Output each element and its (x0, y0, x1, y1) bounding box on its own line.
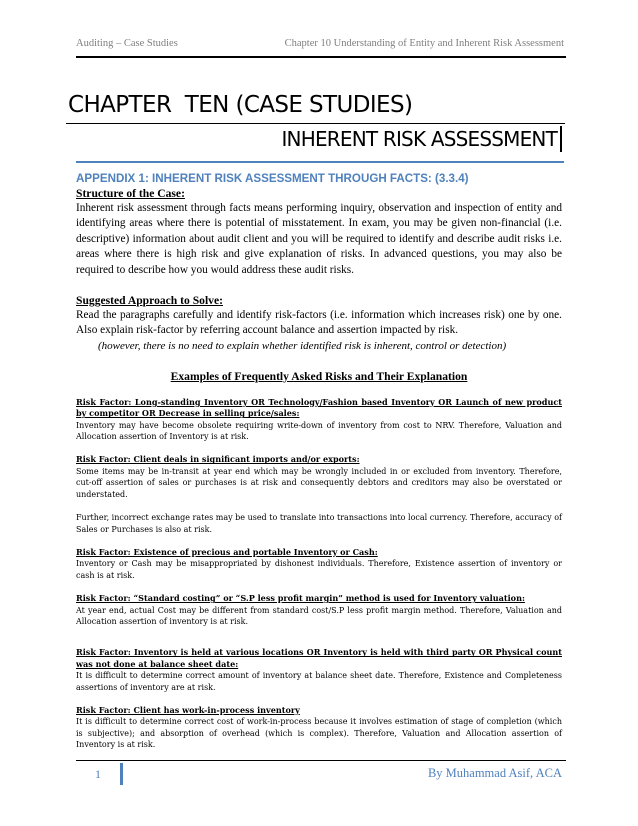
structure-text: Inherent risk assessment through facts means performing inquiry, observation and inspection of entity and identifying areas where there is potential of misstatement. In exam, you may be given non-financial (i.e. descriptive) information about audit client and you will be required to identify and describe audit risks i.e. areas where there is high risk and give explanation of risks. In advanced questions, you may also be required to describe how you would address these audit risks. (76, 202, 562, 276)
risk-title: Risk Factor: Long-standing Inventory OR Technology/Fashion based Inventory OR Launch of new product by competitor OR Decrease in selling price/sales: (76, 396, 562, 419)
structure-heading: Structure of the Case: (76, 187, 185, 200)
risk-explanation: At year end, actual Cost may be different from standard cost/S.P less profit margin method. Therefore, Valuation and Allocation assertion of inventory is at risk. (76, 605, 562, 626)
risk-item (76, 397, 562, 443)
chapter-subtitle: INHERENT RISK ASSESSMENT (281, 126, 562, 152)
risk-title: Risk Factor: Client has work-in-process inventory (76, 704, 300, 715)
risk-title: Risk Factor: Inventory is held at various locations OR Inventory is held with third party OR Physical count was not done at balance sheet date: (76, 647, 562, 669)
risk-explanation: Further, incorrect exchange rates may be used to translate into transactions into local currency. Therefore, accuracy of Sales or Purchases is also at risk. (76, 513, 562, 534)
appendix-heading: APPENDIX 1: INHERENT RISK ASSESSMENT THROUGH FACTS: (3.3.4) (76, 172, 469, 185)
risk-item (76, 547, 562, 581)
risk-item (76, 454, 562, 534)
risk-explanation: It is difficult to determine correct cost of work-in-process because it involves estimation of stage of completion (which is subjective); and absorption of overhead (which is complex). Therefore, Valuation and Allocation assertion of Inventory is at risk. (76, 717, 562, 750)
risk-item (76, 593, 562, 627)
running-header-right: Chapter 10 Understanding of Entity and Inherent Risk Assessment (284, 38, 564, 49)
approach-note: (however, there is no need to explain whether identified risk is inherent, control or detection) (98, 339, 507, 352)
section-rule (76, 161, 564, 163)
approach-heading: Suggested Approach to Solve: (76, 294, 223, 308)
examples-title: Examples of Frequently Asked Risks and Their Explanation (170, 369, 468, 383)
risk-title: Risk Factor: Existence of precious and portable Inventory or Cash: (76, 546, 378, 557)
footer-rule (76, 760, 566, 761)
chapter-title: CHAPTER TEN (CASE STUDIES) (68, 92, 413, 118)
risk-explanation: Inventory or Cash may be misappropriated by dishonest individuals. Therefore, Existence assertion of inventory or cash is at risk. (76, 559, 562, 580)
risk-explanation: Some items may be in-transit at year end which may be wrongly included in or excluded from inventory. Therefore, cut-off assertion of sales or purchases is at risk and consequently debtors and creditors may also be overstated or understated. (76, 466, 562, 499)
running-header (76, 38, 564, 49)
risk-title: Risk Factor: Client deals in significant imports and/or exports: (76, 454, 360, 465)
risk-item (76, 647, 562, 693)
page-number: 1 (76, 763, 123, 785)
risk-item (76, 705, 562, 751)
risk-title: Risk Factor: “Standard costing” or “S.P less profit margin” method is used for Inventory valuation: (76, 593, 525, 604)
running-header-left: Auditing – Case Studies (76, 38, 178, 49)
main-content (76, 160, 562, 751)
header-rule (76, 56, 566, 58)
author-credit: By Muhammad Asif, ACA (427, 766, 562, 780)
risk-explanation: It is difficult to determine correct amount of inventory at balance sheet date. Therefore, Existence and Completeness assertions of inventory are at risk. (76, 671, 562, 692)
risk-explanation: Inventory may have become obsolete requiring write-down of inventory from cost to NRV. Therefore, Valuation and Allocation assertion of Inventory is at risk. (76, 420, 562, 442)
approach-text: Read the paragraphs carefully and identify risk-factors (i.e. information which increases risk) one by one. Also explain risk-factor by referring account balance and assertion impacted by risk. (76, 309, 562, 337)
title-rule (66, 123, 565, 124)
